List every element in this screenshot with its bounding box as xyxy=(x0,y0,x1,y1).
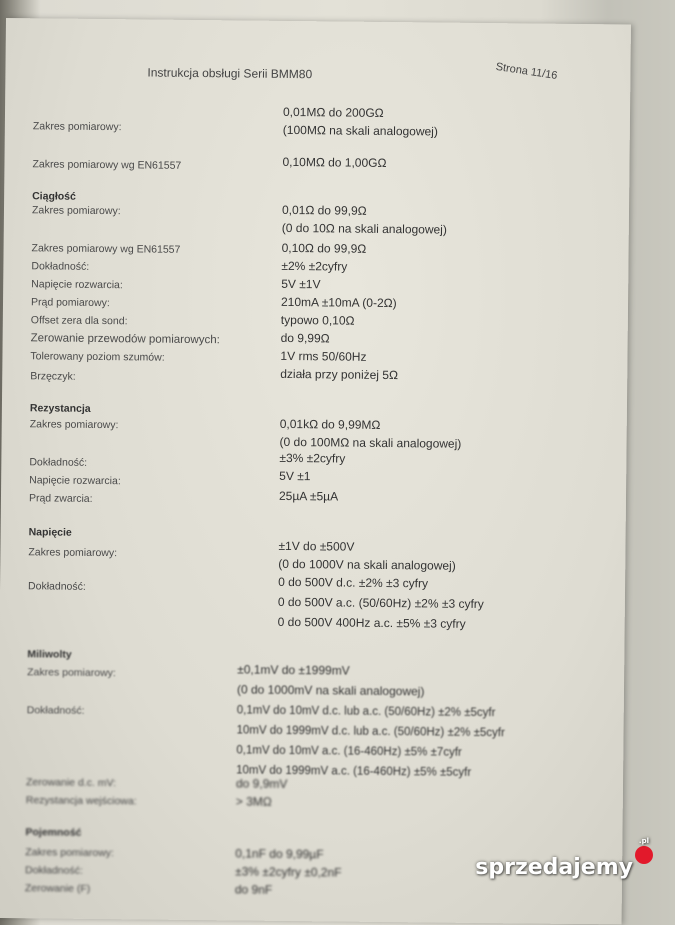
spec-value: 0,1nF do 9,99µF xyxy=(235,846,324,862)
watermark-logo xyxy=(475,837,653,880)
spec-note: (100MΩ na skali analogowej) xyxy=(282,122,438,139)
spec-note: (0 do 1000mV na skali analogowej) xyxy=(236,682,425,699)
spec-row xyxy=(27,574,618,631)
spec-value: 0,1mV do 10mV a.c. (16-460Hz) ±5% ±7cyfr xyxy=(236,744,462,759)
page-header-title: Instrukcja obsługi Serii BMM80 xyxy=(147,65,313,82)
spec-label: Dokładność: xyxy=(29,456,88,469)
spec-label: Rezystancja wejściowa: xyxy=(25,794,137,808)
manual-page xyxy=(0,18,631,924)
spec-value: 1V rms 50/60Hz xyxy=(280,348,367,364)
spec-row xyxy=(32,154,622,180)
spec-label: Brzęczyk: xyxy=(30,370,76,383)
spec-row xyxy=(28,538,618,573)
spec-label: Zakres pomiarowy wg EN61557 xyxy=(32,158,182,172)
section-title-voltage: Napięcie xyxy=(28,526,72,539)
spec-value: 0 do 500V d.c. ±2% ±3 cyfry xyxy=(278,574,429,591)
spec-label: Zerowanie (F) xyxy=(24,882,91,895)
spec-value: 10mV do 1999mV d.c. lub a.c. (50/60Hz) ±2% ±5cyfr xyxy=(236,724,505,740)
spec-row xyxy=(28,488,619,514)
spec-label: Napięcie rozwarcia: xyxy=(29,474,121,488)
spec-value: 0 do 500V 400Hz a.c. ±5% ±3 cyfry xyxy=(277,614,466,631)
spec-row xyxy=(26,794,616,816)
spec-label: Tolerowany poziom szumów: xyxy=(30,350,165,364)
spec-value: ±1V do ±500V xyxy=(278,538,355,554)
watermark-text: sprzedajemy xyxy=(475,855,633,880)
spec-note: (0 do 100MΩ na skali analogowej) xyxy=(279,434,462,451)
spec-label: Zakres pomiarowy wg EN61557 xyxy=(31,242,181,256)
spec-row xyxy=(29,416,620,451)
spec-note: (0 do 10Ω na skali analogowej) xyxy=(281,220,447,237)
section-title-continuity: Ciągłość xyxy=(32,190,76,203)
spec-value: 210mA ±10mA (0-2Ω) xyxy=(280,294,397,311)
spec-label: Dokładność: xyxy=(27,580,86,593)
spec-label: Dokładność: xyxy=(26,704,85,717)
spec-row xyxy=(32,104,623,142)
spec-label: Zakres pomiarowy: xyxy=(25,846,115,860)
spec-value: 5V ±1 xyxy=(279,468,311,484)
spec-row xyxy=(26,704,617,779)
spec-value: typowo 0,10Ω xyxy=(280,312,355,328)
spec-value: działa przy poniżej 5Ω xyxy=(280,366,399,383)
page-header-number: Strona 11/16 xyxy=(494,60,559,83)
section-title-resistance: Rezystancja xyxy=(29,402,91,415)
spec-value: 0 do 500V a.c. (50/60Hz) ±2% ±3 cyfry xyxy=(277,594,484,612)
spec-label: Zerowanie d.c. mV: xyxy=(25,776,117,790)
spec-value: 0,10Ω do 99,9Ω xyxy=(281,240,367,256)
spec-value: 0,01kΩ do 9,99MΩ xyxy=(279,416,381,432)
spec-row xyxy=(25,882,615,904)
spec-value: > 3MΩ xyxy=(235,794,272,809)
section-title-capacitance: Pojemność xyxy=(25,826,82,839)
spec-value: do 9,9mV xyxy=(235,776,288,791)
watermark-dot-icon xyxy=(635,837,653,864)
spec-value: 0,01Ω do 99,9Ω xyxy=(281,202,367,218)
spec-label: Zakres pomiarowy: xyxy=(29,418,119,432)
spec-label: Prąd pomiarowy: xyxy=(30,296,110,310)
spec-label: Zakres pomiarowy: xyxy=(27,666,116,680)
spec-value: 5V ±1V xyxy=(281,276,321,292)
spec-value: 0,1mV do 10mV d.c. lub a.c. (50/60Hz) ±2% ±5cyfr xyxy=(236,704,496,720)
spec-value: 0,10MΩ do 1,00GΩ xyxy=(282,154,387,170)
spec-value: ±3% ±2cyfry ±0,2nF xyxy=(235,864,342,880)
spec-row xyxy=(31,202,622,237)
spec-label: Zakres pomiarowy: xyxy=(32,120,122,134)
spec-label: Dokładność: xyxy=(31,260,90,273)
spec-row xyxy=(27,662,617,699)
spec-note: (0 do 1000V na skali analogowej) xyxy=(278,556,456,573)
spec-label: Zakres pomiarowy: xyxy=(28,546,118,560)
spec-label: Offset zera dla sond: xyxy=(30,314,128,328)
spec-row xyxy=(30,366,620,392)
spec-label: Prąd zwarcia: xyxy=(28,492,93,505)
spec-value: do 9,99Ω xyxy=(280,330,330,346)
watermark-tld: .pl xyxy=(638,837,649,845)
spec-value: 0,01MΩ do 200GΩ xyxy=(282,104,384,120)
spec-label: Dokładność: xyxy=(25,864,83,877)
spec-value: ±2% ±2cyfry xyxy=(281,258,348,274)
spec-value: ±3% ±2cyfry xyxy=(279,450,346,466)
section-title-millivolts: Miliwolty xyxy=(27,648,72,661)
spec-value: 10mV do 1999mV a.c. (16-460Hz) ±5% ±5cyfr xyxy=(236,764,472,779)
spec-value: 25µA ±5µA xyxy=(278,488,339,504)
spec-value: do 9nF xyxy=(234,882,273,897)
spec-label: Zakres pomiarowy: xyxy=(31,204,121,218)
spec-label: Zerowanie przewodów pomiarowych: xyxy=(30,332,220,347)
spec-value: ±0,1mV do ±1999mV xyxy=(237,662,350,678)
spec-label: Napięcie rozwarcia: xyxy=(31,278,123,292)
